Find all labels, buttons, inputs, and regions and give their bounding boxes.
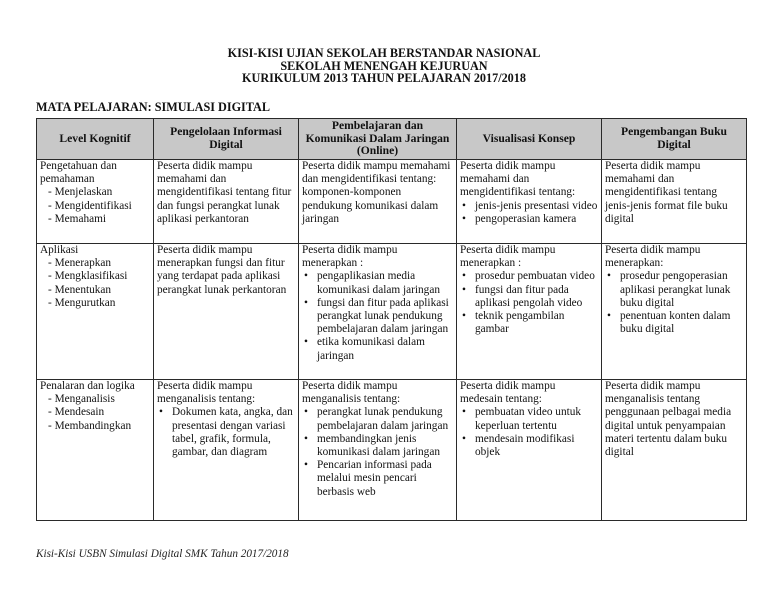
cell-intro: Peserta didik mampu medesain tentang:: [460, 380, 556, 406]
cell-intro: Peserta didik mampu menerapkan :: [302, 244, 398, 270]
level-items: [40, 186, 150, 226]
table-row: [37, 380, 747, 521]
bullet-item: • mendesain modifikasi objek: [475, 433, 598, 459]
bullet-list: [460, 200, 598, 226]
level-title: Aplikasi: [40, 244, 79, 256]
bullet-item: • jenis-jenis presentasi video: [475, 200, 598, 213]
table-row: [37, 160, 747, 244]
bullet-list: [605, 270, 743, 336]
bullet-item: • etika komunikasi dalam jaringan: [317, 336, 453, 362]
cell-intro: Peserta didik mampu menerapkan:: [605, 244, 701, 270]
bullet-list: [460, 406, 598, 459]
level-title: Pengetahuan dan pemahaman: [40, 160, 117, 186]
bullet-item: • pembuatan video untuk keperluan tertentu: [475, 406, 598, 432]
level-item: - Memahami: [48, 213, 150, 226]
column-header-level-kognitif: Level Kognitif: [37, 119, 154, 160]
table-cell: [602, 160, 747, 244]
bullet-list: [302, 270, 453, 362]
cell-intro: Peserta didik mampu memahami dan mengidentifikasi tentang:: [460, 160, 576, 199]
bullet-item: • teknik pengambilan gambar: [475, 310, 598, 336]
table-cell: [154, 244, 299, 380]
level-item: - Mengklasifikasi: [48, 270, 150, 283]
bullet-item: • pengoperasian kamera: [475, 213, 598, 226]
title-line-2: SEKOLAH MENENGAH KEJURUAN: [280, 58, 488, 73]
table-cell: [602, 244, 747, 380]
bullet-item: • fungsi dan fitur pada aplikasi pengolah video: [475, 284, 598, 310]
cell-intro: Peserta didik mampu memahami dan mengidentifikasi tentang fitur dan fungsi perangkat lunak aplikasi perkantoran: [157, 160, 292, 225]
level-item: - Menentukan: [48, 284, 150, 297]
column-header-pembelajaran-komunikasi: Pembelajaran dan Komunikasi Dalam Jaringan (Online): [299, 119, 457, 160]
bullet-item: • prosedur pengoperasian aplikasi perangkat lunak buku digital: [620, 270, 743, 310]
level-title: Penalaran dan logika: [40, 380, 135, 392]
table-cell: [299, 380, 457, 521]
level-item: - Mengidentifikasi: [48, 200, 150, 213]
table-cell: [457, 160, 602, 244]
cell-intro: Peserta didik mampu menerapkan fungsi dan fitur yang terdapat pada aplikasi perangkat lunak perkantoran: [157, 244, 287, 296]
cell-intro: Peserta didik mampu menganalisis tentang:: [157, 380, 256, 406]
level-item: - Menerapkan: [48, 257, 150, 270]
page-footer: Kisi-Kisi USBN Simulasi Digital SMK Tahun 2017/2018: [36, 548, 289, 560]
level-item: - Menganalisis: [48, 393, 150, 406]
table-cell: [457, 380, 602, 521]
bullet-item: • perangkat lunak pendukung pembelajaran dalam jaringan: [317, 406, 453, 432]
level-item: - Mendesain: [48, 406, 150, 419]
bullet-list: [157, 406, 295, 459]
level-cell: [37, 380, 154, 521]
title-line-1: KISI-KISI UJIAN SEKOLAH BERSTANDAR NASIONAL: [227, 46, 541, 60]
level-cell: [37, 160, 154, 244]
table-row: [37, 244, 747, 380]
table-cell: [154, 160, 299, 244]
bullet-item: • penentuan konten dalam buku digital: [620, 310, 743, 336]
bullet-item: • prosedur pembuatan video: [475, 270, 598, 283]
level-items: [40, 257, 150, 310]
level-item: - Menjelaskan: [48, 186, 150, 199]
table-cell: [457, 244, 602, 380]
table-cell: [299, 160, 457, 244]
level-item: - Mengurutkan: [48, 297, 150, 310]
column-header-pengelolaan-informasi: Pengelolaan Informasi Digital: [154, 119, 299, 160]
bullet-item: • fungsi dan fitur pada aplikasi perangkat lunak pendukung pembelajaran dalam jaringan: [317, 297, 453, 337]
table-cell: [299, 244, 457, 380]
bullet-item: • pengaplikasian media komunikasi dalam jaringan: [317, 270, 453, 296]
table-cell: [602, 380, 747, 521]
bullet-list: [302, 406, 453, 498]
cell-intro: Peserta didik mampu menerapkan :: [460, 244, 556, 270]
cell-intro: Peserta didik mampu memahami dan mengidentifikasi tentang jenis-jenis format file buku digital: [605, 160, 728, 225]
table-cell: [154, 380, 299, 521]
subject-heading: MATA PELAJARAN: SIMULASI DIGITAL: [36, 100, 270, 114]
bullet-list: [460, 270, 598, 336]
column-header-visualisasi-konsep: Visualisasi Konsep: [457, 119, 602, 160]
kisi-kisi-table: [36, 118, 747, 521]
bullet-item: • membandingkan jenis komunikasi dalam jaringan: [317, 433, 453, 459]
table-header-row: [37, 119, 747, 160]
level-cell: [37, 244, 154, 380]
level-item: - Membandingkan: [48, 420, 150, 433]
column-header-pengembangan-buku: Pengembangan Buku Digital: [602, 119, 747, 160]
cell-intro: Peserta didik mampu menganalisis tentang:: [302, 380, 401, 406]
cell-intro: Peserta didik mampu memahami dan mengidentifikasi tentang: komponen-komponen pendukung komunikasi dalam jaringan: [302, 160, 451, 225]
cell-intro: Peserta didik mampu menganalisis tentang penggunaan pelbagai media digital untuk penyampaian materi tertentu dalam buku digital: [605, 380, 732, 459]
document-title: [0, 47, 768, 85]
bullet-item: • Pencarian informasi pada melalui mesin pencari berbasis web: [317, 459, 453, 499]
title-line-3: KURIKULUM 2013 TAHUN PELAJARAN 2017/2018: [242, 71, 526, 85]
bullet-item: • Dokumen kata, angka, dan presentasi dengan variasi tabel, grafik, formula, gambar, dan diagram: [172, 406, 295, 459]
level-items: [40, 393, 150, 433]
